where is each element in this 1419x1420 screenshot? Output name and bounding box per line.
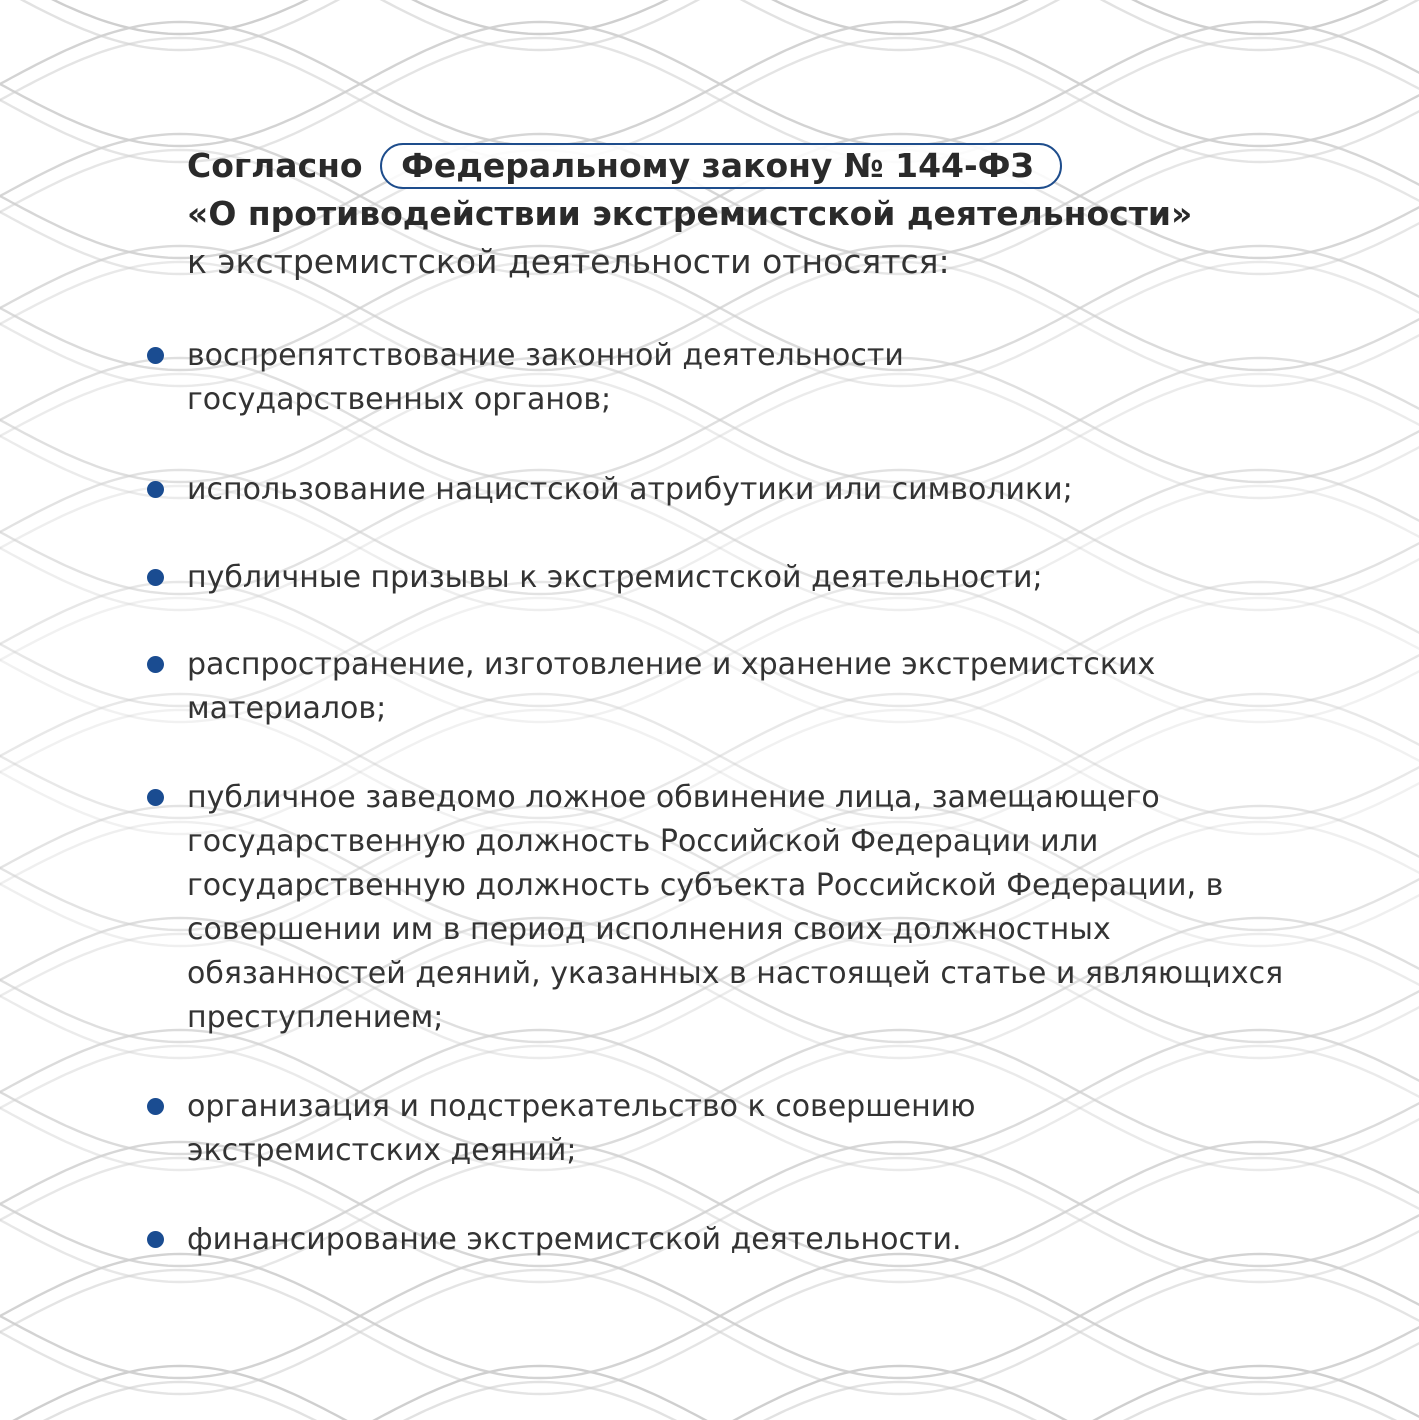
list-item-text: использование нацистской атрибутики или символики; — [187, 472, 1073, 507]
bullet-dot-icon — [147, 1098, 164, 1115]
list-item-text: финансирование экстремистской деятельности. — [187, 1222, 962, 1257]
list-item — [187, 643, 1297, 731]
list-item-text: публичное заведомо ложное обвинение лица, замещающего государственную должность Российской Федерации или государственную должность субъекта Российской Федерации, в совершении им в период исполнения своих должностных обязанностей деяний, указанных в настоящей статье и являющихся преступлением; — [187, 780, 1284, 1035]
list-item — [187, 1218, 1297, 1262]
bullet-dot-icon — [147, 656, 164, 673]
list-item — [187, 334, 1297, 422]
intro-lead: к экстремистской деятельности относятся: — [187, 242, 950, 281]
law-title: «О противодействии экстремистской деятельности» — [187, 194, 1193, 233]
intro-block — [187, 142, 1317, 286]
list-item — [187, 556, 1297, 600]
bullet-dot-icon — [147, 789, 164, 806]
list-item — [187, 1085, 1297, 1173]
bullet-dot-icon — [147, 569, 164, 586]
intro-line-1 — [187, 142, 1317, 190]
bullet-dot-icon — [147, 481, 164, 498]
law-name-pill: Федеральному закону № 144-ФЗ — [380, 143, 1062, 189]
list-item — [187, 468, 1297, 512]
list-item — [187, 776, 1297, 1040]
bullet-dot-icon — [147, 347, 164, 364]
list-item-text: публичные призывы к экстремистской деятельности; — [187, 560, 1043, 595]
bullet-dot-icon — [147, 1231, 164, 1248]
intro-prefix: Согласно — [187, 146, 363, 185]
list-item-text: распространение, изготовление и хранение экстремистских материалов; — [187, 647, 1156, 726]
list-item-text: организация и подстрекательство к совершению экстремистских деяний; — [187, 1089, 976, 1168]
list-item-text: воспрепятствование законной деятельности государственных органов; — [187, 338, 904, 417]
